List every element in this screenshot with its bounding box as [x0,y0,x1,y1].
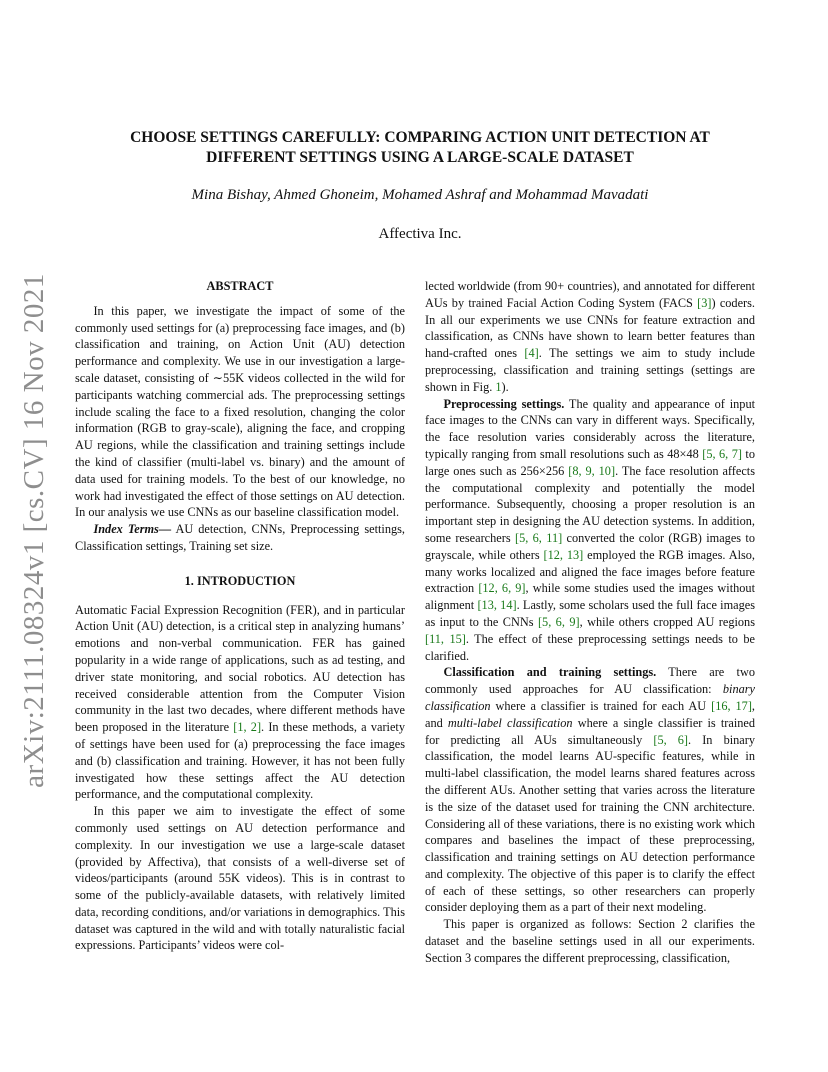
arxiv-id-text: arXiv:2111.08324v1 [cs.CV] 16 Nov 2021 [17,272,50,788]
index-terms-text: AU detection, CNNs, Preprocessing settings, Classification settings, Training set size. [75,522,405,553]
citation-link[interactable]: [5, 6, 9] [537,614,580,629]
text-run: ) coders. In all our experiments we use CNNs for feature extraction and classification, as CNNs have shown to learn better features than hand-crafted ones [425,295,755,361]
citation-link[interactable]: [16, 17] [711,698,752,713]
figure-link[interactable]: 1 [495,379,502,394]
text-run: The quality and appearance of input face images to the CNNs can vary in different ways. Specifically, the face resolution varies considerably across the literature, typically ranging from small resolutions such as 48×48 [425,396,756,461]
italic-term: binary classification [425,682,755,713]
text-run: , while others cropped AU regions [579,614,755,629]
intro-p1-text: Automatic Facial Expression Recognition (FER), and in particular Action Unit (AU) detection, is a critical step in analyzing humans’ emotions and non-verbal communication. FER has gained popularity in a wide range of applications, such as ad testing, and driver state monitoring, and social robotics. AU detection has received considerable attention from the Computer Vision community in the last two decades, where different methods have been proposed in the literature [75,602,405,735]
citation-link[interactable]: [8, 9, 10] [568,463,616,478]
citation-link[interactable]: [12, 6, 9] [478,581,526,596]
text-run: converted the color (RGB) images to grayscale, while others [425,530,755,562]
text-run: where a classifier is trained for each AU [490,698,712,713]
citation-link[interactable]: [12, 13] [543,547,584,562]
text-run: where a single classifier is trained for predicting all AUs simultaneously [425,715,755,747]
italic-term: multi-label classification [447,715,573,730]
index-terms [75,521,405,555]
right-column [425,278,755,967]
citation-link[interactable]: [1, 2] [233,720,262,735]
citation-link[interactable]: [13, 14] [477,598,517,613]
text-run: to large ones such as 256×256 [425,446,755,478]
text-run: . In binary classification, the model learns AU-specific features, while in multi-label classification, the model learns shared features across the different AUs. Another setting that varies across the literature is the size of the dataset used for training the CNN architecture. Considering all of these variations, there is no existing work which compares and baselines the impact of these preprocessing, classification and training settings on AU detection performance and complexity. The objective of this paper is to clarify the effect of each of these settings, so other researchers can properly consider deploying them as a part of their next modeling. [425,732,755,915]
text-run: employed the RGB images. Also, many works localized and aligned the face images before feature extraction [425,547,755,596]
citation-link[interactable]: [4] [524,346,539,361]
citation-link[interactable]: [3] [697,295,712,310]
left-column [75,278,405,954]
citation-link[interactable]: [5, 6, 11] [514,530,563,545]
text-run: . Lastly, some scholars used the full face images as input to the CNNs [425,598,756,629]
text-run: . The face resolution affects the computational complexity and potentially the model performance. Subsequently, choosing a proper resolution is an important step in designing the AU detection systems. In addition, some researchers [425,463,756,545]
intro-p1-text-b: . In these methods, a variety of settings have been used for (a) preprocessing the face images and (b) classification and training. However, it has not been fully investigated how these settings affect the AU detection performance, and the computational complexity. [75,720,405,802]
arxiv-identifier [17,272,50,788]
citation-link[interactable]: [11, 15] [425,631,466,646]
text-run: There are two commonly used approaches for AU classification: [425,665,755,697]
intro-paragraph-continued [425,278,755,396]
intro-paragraph-2: In this paper we aim to investigate the effect of some commonly used settings on AU detection performance and complexity. In our investigation we use a large-scale dataset (provided by Affectiva), that consists of a well-diverse set of videos/participants (around 55K videos). This is in contrast to some of the publicly-available datasets, with relatively limited data, recording conditions, and/or variations in demographics. This dataset was captured in the wild and with totally naturalistic facial expressions. Participants’ videos were col- [75,804,405,953]
intro-paragraph-1 [75,602,405,804]
index-terms-label: Index Terms— [93,522,172,537]
text-run: . The settings we aim to study include preprocessing, classification and training settings (settings are shown in Fig. [425,346,755,394]
text-run: , and [425,698,755,730]
paper-authors: Mina Bishay, Ahmed Ghoneim, Mohamed Ashraf and Mohammad Mavadati [191,187,649,203]
paper-affiliation: Affectiva Inc. [378,226,462,242]
text-run: ). [501,379,509,394]
citation-link[interactable]: [5, 6, 7] [702,446,742,461]
citation-link[interactable]: [5, 6] [653,732,689,747]
introduction-heading: 1. INTRODUCTION [184,573,296,588]
classification-heading: Classification and training settings. [443,665,657,680]
paper-title: CHOOSE SETTINGS CAREFULLY: COMPARING ACTION UNIT DETECTION AT DIFFERENT SETTINGS USING A LARGE-SCALE DATASET [130,129,710,166]
text-run: lected worldwide (from 90+ countries), and annotated for different AUs by trained Facial Action Coding System (FACS [425,279,755,310]
preprocessing-heading: Preprocessing settings. [443,396,565,411]
abstract-body: In this paper, we investigate the impact of some of the commonly used settings for (a) preprocessing face images, and (b) classification and training, on Action Unit (AU) detection performance and complexity. We use in our investigation a large-scale dataset, consisting of ∼55K videos collected in the wild for participants watching commercial ads. The preprocessing settings include scaling the face to a fixed resolution, changing the color information (RGB to gray-scale), aligning the face, and cropping AU regions, while the classification and training settings include the kind of classifier (multi-label vs. binary) and the amount of data used for training models. To the best of our knowledge, no work had investigated the effect of those settings on AU detection. In our analysis we use CNNs as our baseline classification model. [75,303,405,520]
classification-paragraph [425,664,755,916]
preprocessing-paragraph [425,396,755,665]
organization-paragraph: This paper is organized as follows: Section 2 clarifies the dataset and the baseline settings used in all our experiments. Section 3 compares the different preprocessing, classification, [425,917,755,965]
text-run: . The effect of these preprocessing settings needs to be clarified. [425,631,755,663]
text-run: , while some studies used the images without alignment [425,581,755,613]
abstract-heading: ABSTRACT [206,279,274,293]
